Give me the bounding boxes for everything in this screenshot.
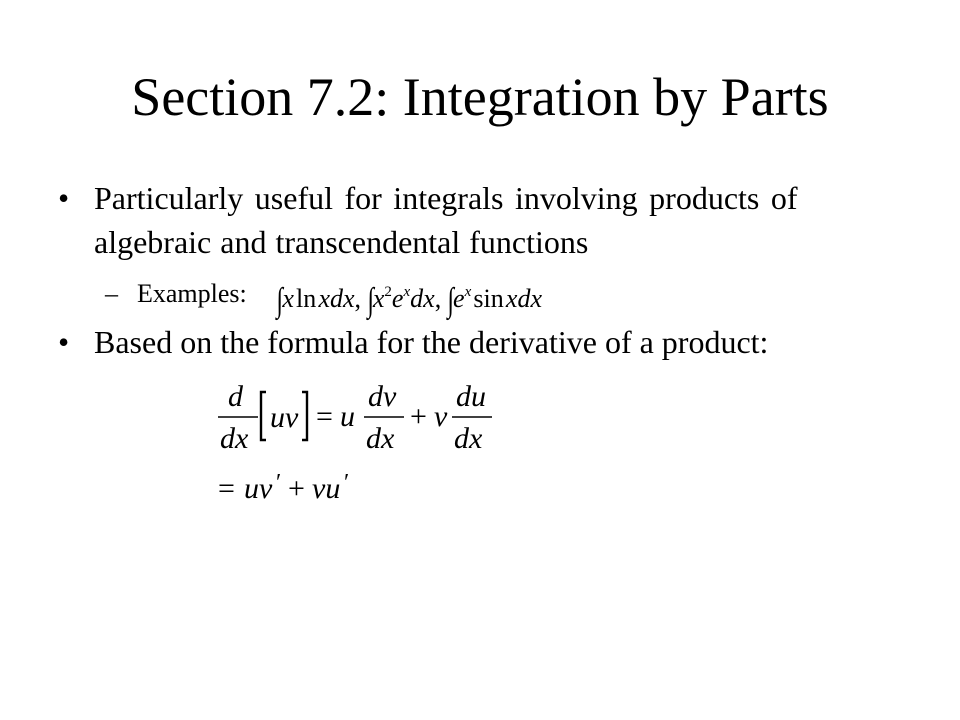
bullet-text-line: Particularly useful for integrals involving products of	[94, 180, 798, 216]
sub-bullet-item	[105, 274, 665, 319]
product-rule-formula	[210, 380, 510, 512]
svg-text:+: +	[410, 400, 427, 433]
bullet-item	[58, 176, 908, 272]
bullet-item	[58, 320, 908, 364]
svg-text:dx: dx	[366, 422, 395, 455]
svg-text:=: =	[316, 400, 333, 433]
svg-text:uv: uv	[244, 472, 273, 505]
svg-text:′: ′	[276, 470, 282, 496]
slide-title: Section 7.2: Integration by Parts	[131, 67, 829, 127]
formula-graphic	[210, 380, 510, 512]
svg-text:u: u	[340, 400, 355, 433]
bullet-text-line: algebraic and transcendental functions	[94, 224, 589, 260]
svg-text:uv: uv	[270, 401, 299, 434]
example-integral: ∫x ln xdx	[276, 282, 355, 319]
svg-text:=: =	[218, 472, 235, 505]
bullet-text: Based on the formula for the derivative of a product:	[94, 324, 769, 360]
svg-text:dx: dx	[454, 422, 483, 455]
svg-text:d: d	[228, 380, 243, 413]
example-integral: $\int e^x$ sin xdx	[447, 282, 543, 319]
svg-text:dx: dx	[220, 422, 249, 455]
svg-text:′: ′	[344, 470, 350, 496]
svg-text:v: v	[434, 400, 448, 433]
sub-bullet-marker: –	[105, 279, 118, 308]
example-integral: $\int x^2e^xdx$	[366, 282, 435, 319]
sub-bullet-label: Examples:	[137, 279, 247, 308]
svg-text:du: du	[456, 380, 486, 413]
svg-text:vu: vu	[312, 472, 341, 505]
svg-text:+: +	[288, 472, 305, 505]
bullet-text	[94, 176, 798, 264]
svg-text:dv: dv	[368, 380, 397, 413]
bullet-marker: •	[58, 324, 70, 360]
bullet-marker: •	[58, 180, 70, 216]
examples-math: ∫x ln xdx, $\int x^2e^xdx$, $\int e^x$ sin xdx	[276, 282, 543, 319]
